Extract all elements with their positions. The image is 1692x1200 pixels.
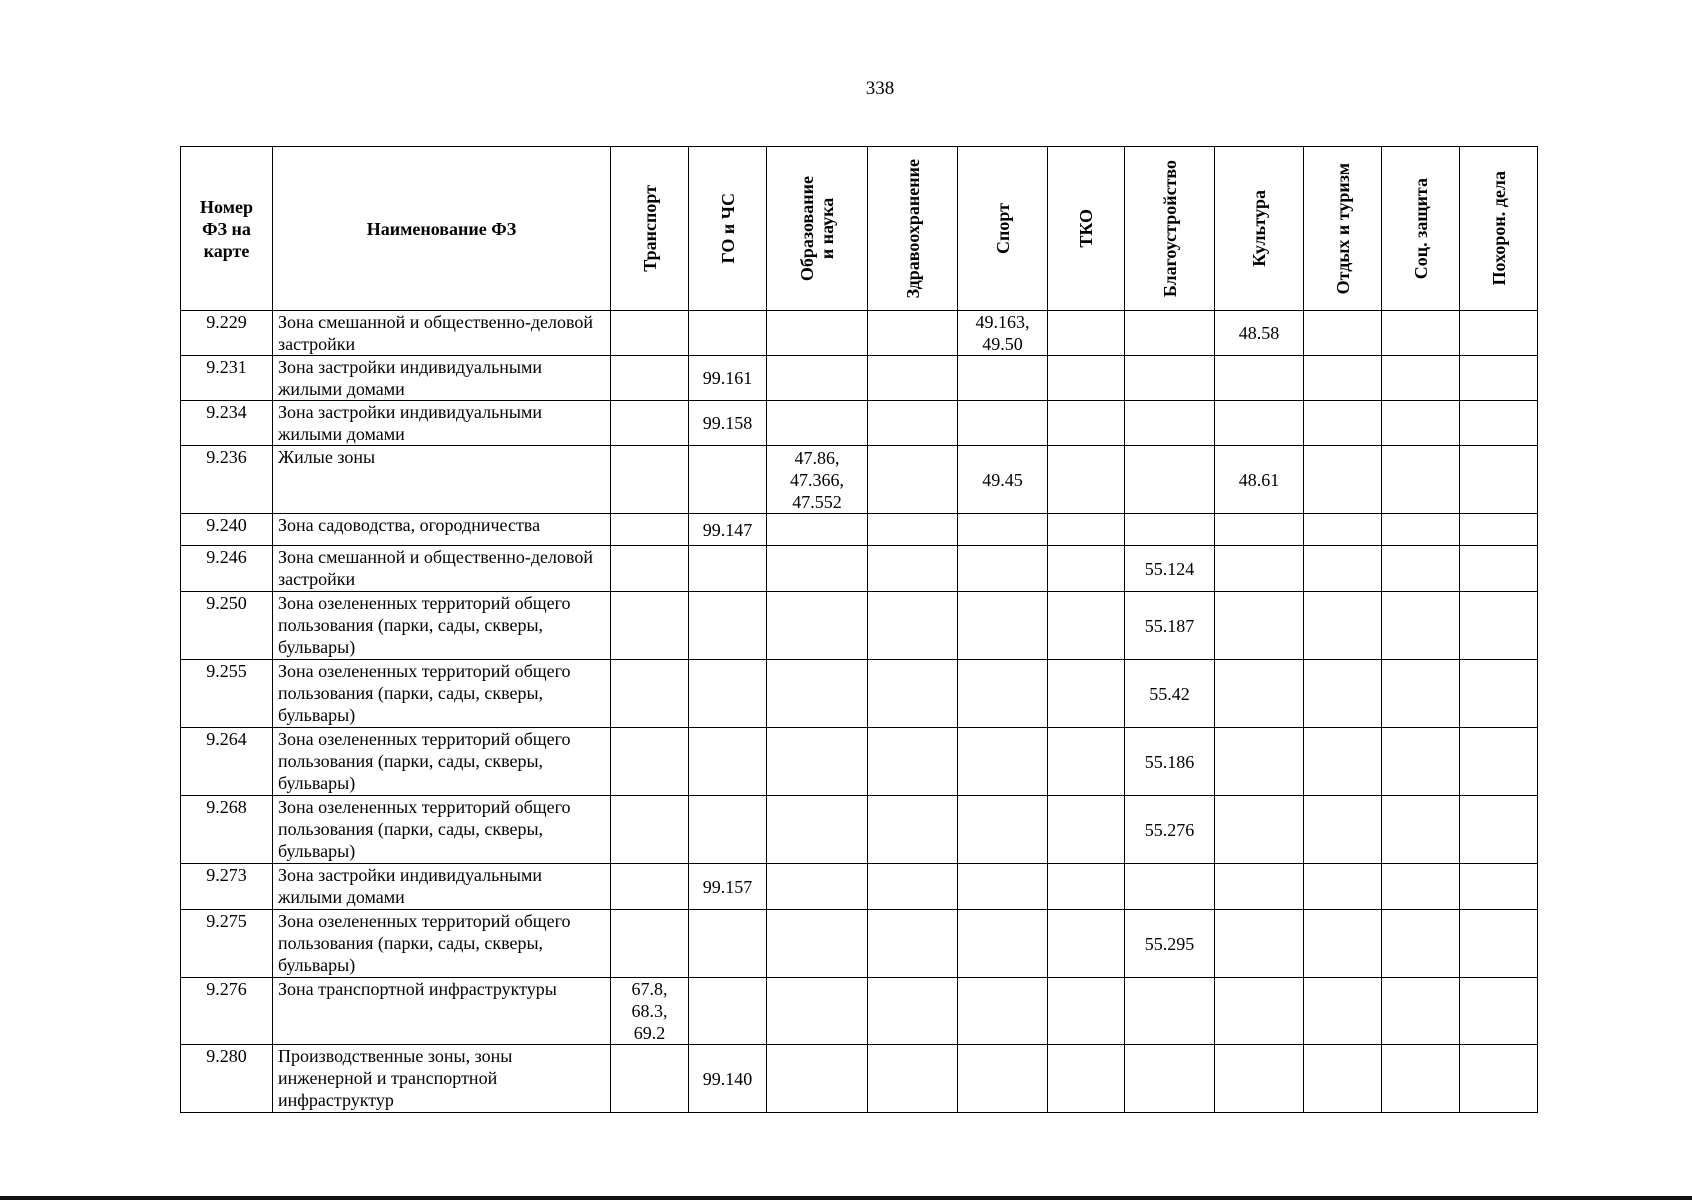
value-cell bbox=[868, 910, 958, 978]
value-cell bbox=[1125, 864, 1215, 910]
value-cell bbox=[1304, 864, 1382, 910]
value-cell bbox=[868, 796, 958, 864]
zone-number-cell: 9.246 bbox=[181, 546, 273, 592]
value-cell bbox=[1460, 660, 1538, 728]
header-funeral bbox=[1460, 147, 1538, 311]
value-cell bbox=[1304, 978, 1382, 1045]
value-cell bbox=[1125, 401, 1215, 446]
value-cell bbox=[611, 356, 689, 401]
value-cell bbox=[611, 311, 689, 356]
header-tko-label: ТКО bbox=[1076, 209, 1096, 248]
value-cell bbox=[1215, 978, 1304, 1045]
table-body bbox=[181, 311, 1538, 1113]
value-cell: 55.124 bbox=[1125, 546, 1215, 592]
value-cell bbox=[611, 660, 689, 728]
value-cell bbox=[1382, 660, 1460, 728]
value-cell bbox=[868, 592, 958, 660]
table-row bbox=[181, 356, 1538, 401]
zone-name-cell: Зона смешанной и общественно-деловой застройки bbox=[273, 311, 611, 356]
header-social-label: Соц. защита bbox=[1410, 177, 1431, 280]
zone-name-cell: Зона застройки индивидуальными жилыми домами bbox=[273, 356, 611, 401]
value-cell bbox=[1048, 978, 1125, 1045]
zone-name-cell: Жилые зоны bbox=[273, 446, 611, 514]
value-cell bbox=[1048, 546, 1125, 592]
table-row bbox=[181, 446, 1538, 514]
table-row bbox=[181, 910, 1538, 978]
value-cell bbox=[1460, 592, 1538, 660]
value-cell: 47.86, 47.366, 47.552 bbox=[767, 446, 868, 514]
zone-number-cell: 9.231 bbox=[181, 356, 273, 401]
value-cell bbox=[1215, 864, 1304, 910]
value-cell bbox=[767, 660, 868, 728]
value-cell bbox=[1215, 660, 1304, 728]
value-cell bbox=[1215, 728, 1304, 796]
value-cell: 55.187 bbox=[1125, 592, 1215, 660]
value-cell bbox=[868, 311, 958, 356]
header-landscaping bbox=[1125, 147, 1215, 311]
table-row bbox=[181, 728, 1538, 796]
value-cell bbox=[1382, 546, 1460, 592]
zone-name-cell: Зона транспортной инфраструктуры bbox=[273, 978, 611, 1045]
header-row bbox=[181, 147, 1538, 311]
value-cell bbox=[958, 401, 1048, 446]
value-cell bbox=[1048, 401, 1125, 446]
value-cell: 55.42 bbox=[1125, 660, 1215, 728]
table-row bbox=[181, 864, 1538, 910]
header-education bbox=[767, 147, 868, 311]
value-cell bbox=[868, 660, 958, 728]
value-cell bbox=[1215, 546, 1304, 592]
value-cell bbox=[767, 356, 868, 401]
value-cell bbox=[1460, 864, 1538, 910]
zone-number-cell: 9.273 bbox=[181, 864, 273, 910]
value-cell bbox=[611, 514, 689, 546]
value-cell: 55.276 bbox=[1125, 796, 1215, 864]
zone-name-cell: Зона озелененных территорий общего пользования (парки, сады, скверы, бульвары) bbox=[273, 592, 611, 660]
value-cell bbox=[689, 796, 767, 864]
value-cell bbox=[958, 546, 1048, 592]
zone-name-cell: Зона озелененных территорий общего пользования (парки, сады, скверы, бульвары) bbox=[273, 796, 611, 864]
header-culture-label: Культура bbox=[1249, 190, 1269, 267]
table-row bbox=[181, 592, 1538, 660]
zone-number-cell: 9.229 bbox=[181, 311, 273, 356]
header-number: Номер ФЗ на карте bbox=[181, 147, 273, 311]
header-transport bbox=[611, 147, 689, 311]
value-cell bbox=[1382, 356, 1460, 401]
header-healthcare bbox=[868, 147, 958, 311]
value-cell bbox=[958, 728, 1048, 796]
header-funeral-label: Похорон. дела bbox=[1488, 171, 1509, 286]
value-cell bbox=[868, 401, 958, 446]
value-cell bbox=[611, 796, 689, 864]
value-cell bbox=[689, 978, 767, 1045]
value-cell: 48.61 bbox=[1215, 446, 1304, 514]
value-cell bbox=[689, 910, 767, 978]
value-cell bbox=[1215, 592, 1304, 660]
value-cell bbox=[868, 514, 958, 546]
value-cell bbox=[1215, 910, 1304, 978]
table-row bbox=[181, 796, 1538, 864]
value-cell bbox=[1125, 311, 1215, 356]
zone-name-cell: Зона застройки индивидуальными жилыми домами bbox=[273, 864, 611, 910]
value-cell bbox=[1304, 796, 1382, 864]
value-cell: 99.161 bbox=[689, 356, 767, 401]
header-go-chs-label: ГО и ЧС bbox=[717, 193, 738, 264]
value-cell bbox=[1048, 660, 1125, 728]
zone-name-cell: Зона застройки индивидуальными жилыми домами bbox=[273, 401, 611, 446]
value-cell bbox=[1215, 1045, 1304, 1113]
header-culture bbox=[1215, 147, 1304, 311]
value-cell: 55.295 bbox=[1125, 910, 1215, 978]
value-cell bbox=[689, 311, 767, 356]
value-cell bbox=[1048, 356, 1125, 401]
value-cell: 49.45 bbox=[958, 446, 1048, 514]
page-number: 338 bbox=[865, 78, 895, 99]
value-cell bbox=[1460, 401, 1538, 446]
value-cell bbox=[1382, 910, 1460, 978]
value-cell bbox=[767, 592, 868, 660]
value-cell bbox=[767, 514, 868, 546]
value-cell bbox=[1304, 311, 1382, 356]
value-cell bbox=[1048, 864, 1125, 910]
value-cell bbox=[1460, 796, 1538, 864]
value-cell bbox=[1304, 514, 1382, 546]
value-cell: 49.163, 49.50 bbox=[958, 311, 1048, 356]
value-cell bbox=[868, 864, 958, 910]
value-cell bbox=[1304, 401, 1382, 446]
value-cell bbox=[1304, 446, 1382, 514]
value-cell bbox=[1304, 356, 1382, 401]
value-cell bbox=[958, 910, 1048, 978]
zone-number-cell: 9.240 bbox=[181, 514, 273, 546]
value-cell bbox=[1382, 796, 1460, 864]
value-cell bbox=[1382, 592, 1460, 660]
zones-table bbox=[180, 146, 1538, 1113]
value-cell bbox=[958, 864, 1048, 910]
value-cell bbox=[1048, 1045, 1125, 1113]
value-cell bbox=[868, 356, 958, 401]
value-cell bbox=[1382, 1045, 1460, 1113]
value-cell bbox=[958, 660, 1048, 728]
value-cell bbox=[1304, 660, 1382, 728]
value-cell: 99.157 bbox=[689, 864, 767, 910]
value-cell bbox=[767, 1045, 868, 1113]
value-cell bbox=[1460, 311, 1538, 356]
header-healthcare-label: Здравоохранение bbox=[902, 158, 923, 299]
zone-number-cell: 9.275 bbox=[181, 910, 273, 978]
value-cell bbox=[1382, 514, 1460, 546]
value-cell bbox=[1215, 401, 1304, 446]
zone-name-cell: Зона озелененных территорий общего пользования (парки, сады, скверы, бульвары) bbox=[273, 660, 611, 728]
value-cell bbox=[689, 592, 767, 660]
value-cell bbox=[1048, 311, 1125, 356]
zone-name-cell: Зона озелененных территорий общего пользования (парки, сады, скверы, бульвары) bbox=[273, 728, 611, 796]
value-cell: 48.58 bbox=[1215, 311, 1304, 356]
header-landscaping-label: Благоустройство bbox=[1159, 159, 1180, 298]
value-cell bbox=[767, 311, 868, 356]
value-cell bbox=[1382, 446, 1460, 514]
value-cell bbox=[1048, 446, 1125, 514]
table-row bbox=[181, 401, 1538, 446]
value-cell bbox=[1382, 978, 1460, 1045]
value-cell bbox=[1215, 796, 1304, 864]
value-cell bbox=[1382, 401, 1460, 446]
zone-number-cell: 9.268 bbox=[181, 796, 273, 864]
value-cell bbox=[958, 978, 1048, 1045]
value-cell bbox=[1382, 864, 1460, 910]
value-cell bbox=[1460, 1045, 1538, 1113]
value-cell bbox=[958, 356, 1048, 401]
value-cell bbox=[1304, 728, 1382, 796]
table-row bbox=[181, 978, 1538, 1045]
header-name: Наименование ФЗ bbox=[273, 147, 611, 311]
header-sport-label: Спорт bbox=[992, 203, 1013, 254]
value-cell bbox=[611, 910, 689, 978]
value-cell bbox=[1048, 796, 1125, 864]
header-sport bbox=[958, 147, 1048, 311]
table-row bbox=[181, 546, 1538, 592]
zone-number-cell: 9.255 bbox=[181, 660, 273, 728]
value-cell bbox=[767, 728, 868, 796]
value-cell bbox=[1304, 910, 1382, 978]
value-cell bbox=[1215, 514, 1304, 546]
value-cell bbox=[611, 728, 689, 796]
value-cell bbox=[611, 446, 689, 514]
value-cell bbox=[767, 796, 868, 864]
value-cell bbox=[767, 401, 868, 446]
value-cell bbox=[958, 514, 1048, 546]
value-cell bbox=[1304, 1045, 1382, 1113]
header-social bbox=[1382, 147, 1460, 311]
value-cell bbox=[1048, 592, 1125, 660]
value-cell bbox=[958, 1045, 1048, 1113]
value-cell bbox=[767, 546, 868, 592]
value-cell bbox=[1382, 728, 1460, 796]
value-cell bbox=[611, 592, 689, 660]
value-cell bbox=[1125, 514, 1215, 546]
zone-name-cell: Зона садоводства, огородничества bbox=[273, 514, 611, 546]
value-cell bbox=[611, 1045, 689, 1113]
value-cell bbox=[1048, 910, 1125, 978]
zone-number-cell: 9.234 bbox=[181, 401, 273, 446]
zone-number-cell: 9.236 bbox=[181, 446, 273, 514]
value-cell bbox=[1382, 311, 1460, 356]
value-cell bbox=[611, 401, 689, 446]
value-cell: 55.186 bbox=[1125, 728, 1215, 796]
value-cell: 99.158 bbox=[689, 401, 767, 446]
value-cell bbox=[1125, 356, 1215, 401]
scan-bottom-edge bbox=[0, 1196, 1692, 1200]
header-tko bbox=[1048, 147, 1125, 311]
value-cell bbox=[1460, 978, 1538, 1045]
value-cell bbox=[1304, 546, 1382, 592]
value-cell bbox=[1125, 978, 1215, 1045]
value-cell bbox=[1460, 546, 1538, 592]
value-cell bbox=[868, 728, 958, 796]
value-cell bbox=[1460, 446, 1538, 514]
table-row bbox=[181, 660, 1538, 728]
value-cell bbox=[1304, 592, 1382, 660]
header-leisure-label: Отдых и туризм bbox=[1332, 162, 1353, 295]
table-row bbox=[181, 1045, 1538, 1113]
value-cell bbox=[958, 592, 1048, 660]
value-cell bbox=[689, 728, 767, 796]
value-cell bbox=[1460, 356, 1538, 401]
value-cell bbox=[767, 910, 868, 978]
header-transport-label: Транспорт bbox=[639, 185, 660, 272]
value-cell bbox=[1460, 514, 1538, 546]
value-cell bbox=[1048, 728, 1125, 796]
table-row bbox=[181, 514, 1538, 546]
value-cell: 67.8, 68.3, 69.2 bbox=[611, 978, 689, 1045]
value-cell bbox=[1125, 446, 1215, 514]
header-leisure bbox=[1304, 147, 1382, 311]
value-cell bbox=[868, 978, 958, 1045]
table-row bbox=[181, 311, 1538, 356]
value-cell: 99.147 bbox=[689, 514, 767, 546]
header-education-label: Образование и наука bbox=[797, 175, 837, 282]
value-cell bbox=[611, 864, 689, 910]
header-go-chs bbox=[689, 147, 767, 311]
zone-name-cell: Зона смешанной и общественно-деловой застройки bbox=[273, 546, 611, 592]
value-cell bbox=[868, 546, 958, 592]
value-cell bbox=[1460, 728, 1538, 796]
value-cell bbox=[1048, 514, 1125, 546]
zone-number-cell: 9.250 bbox=[181, 592, 273, 660]
zone-name-cell: Производственные зоны, зоны инженерной и транспортной инфраструктур bbox=[273, 1045, 611, 1113]
value-cell bbox=[611, 546, 689, 592]
zone-number-cell: 9.280 bbox=[181, 1045, 273, 1113]
value-cell bbox=[868, 1045, 958, 1113]
zone-name-cell: Зона озелененных территорий общего пользования (парки, сады, скверы, бульвары) bbox=[273, 910, 611, 978]
value-cell bbox=[689, 446, 767, 514]
value-cell bbox=[1215, 356, 1304, 401]
value-cell bbox=[689, 546, 767, 592]
value-cell bbox=[1460, 910, 1538, 978]
value-cell bbox=[958, 796, 1048, 864]
value-cell bbox=[689, 660, 767, 728]
zone-number-cell: 9.264 bbox=[181, 728, 273, 796]
value-cell bbox=[1125, 1045, 1215, 1113]
value-cell bbox=[868, 446, 958, 514]
value-cell bbox=[767, 864, 868, 910]
zone-number-cell: 9.276 bbox=[181, 978, 273, 1045]
value-cell bbox=[767, 978, 868, 1045]
value-cell: 99.140 bbox=[689, 1045, 767, 1113]
